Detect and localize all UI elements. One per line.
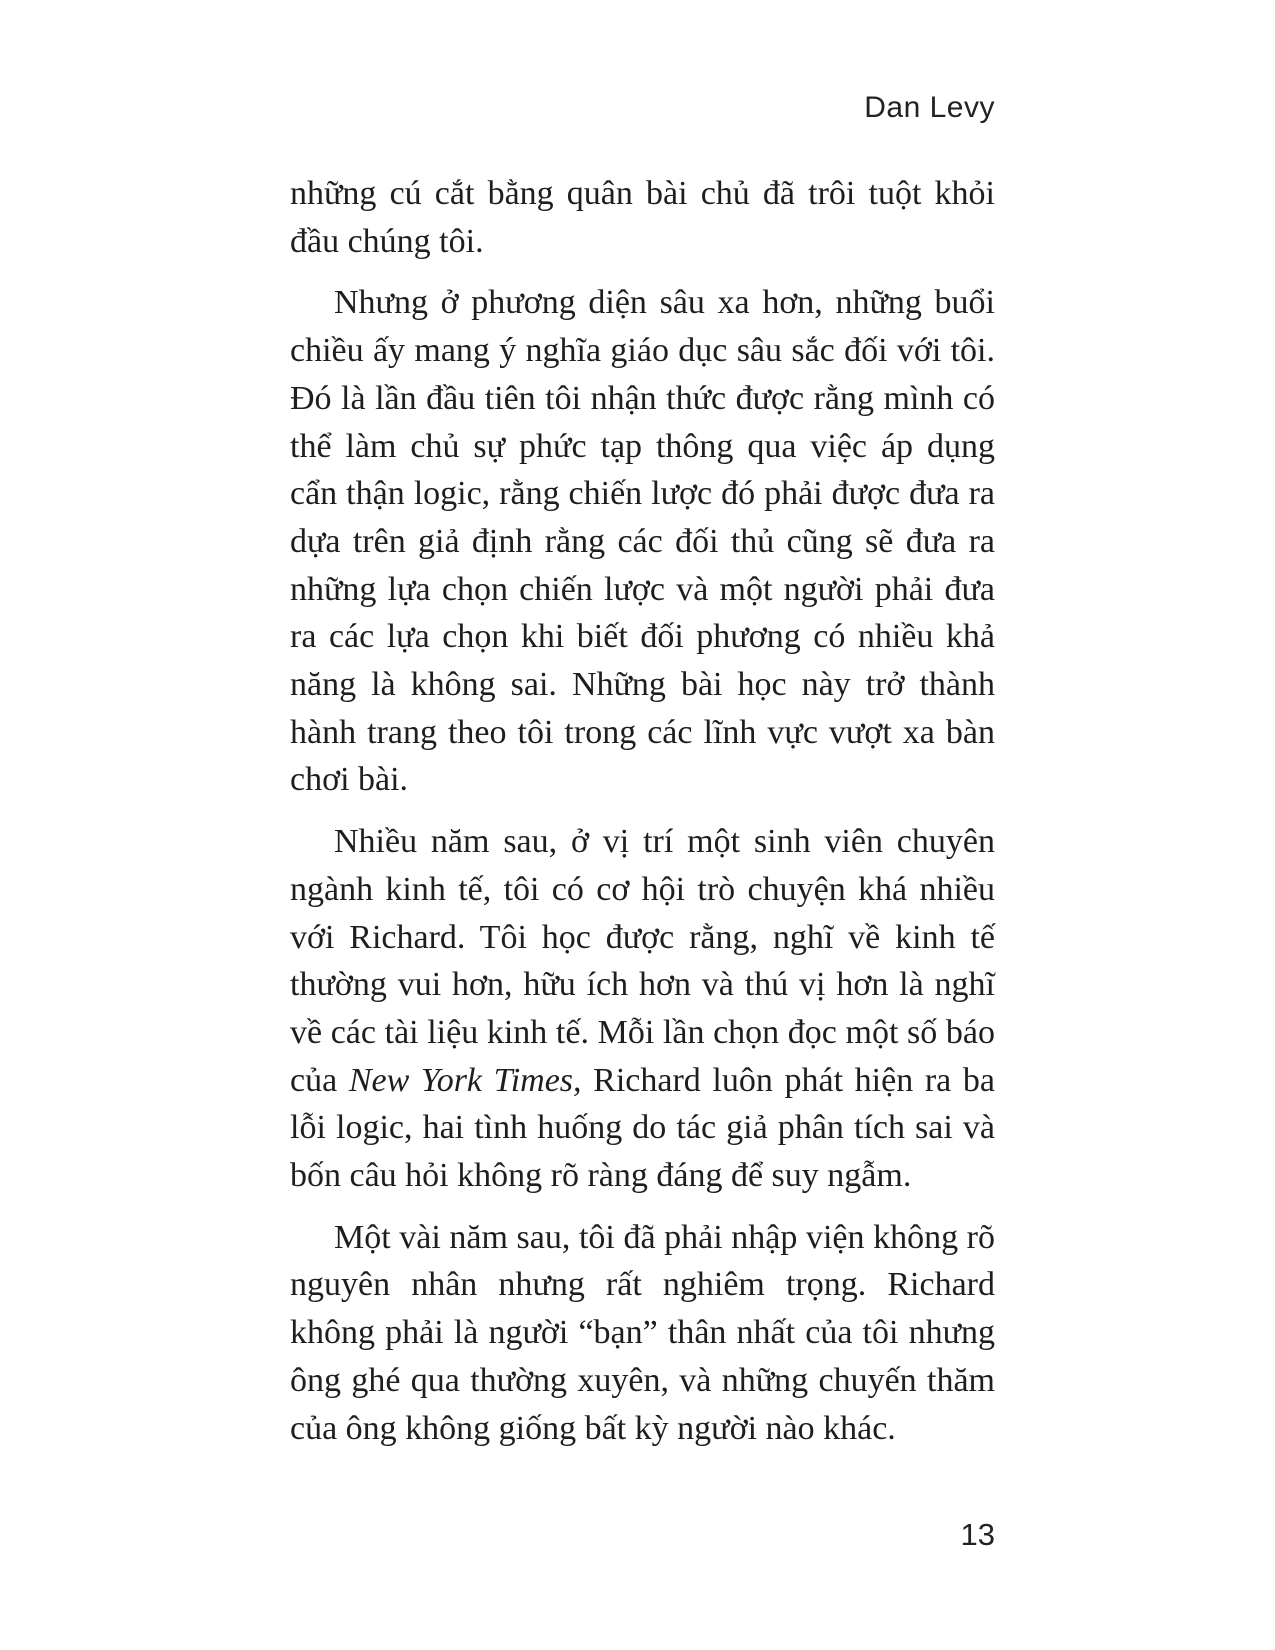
author-name: Dan Levy [864, 91, 995, 124]
book-title-italic: New York Times, [348, 1061, 582, 1099]
paragraph-continuation: những cú cắt bằng quân bài chủ đã trôi tuột khỏi đầu chúng tôi. [290, 175, 995, 260]
paragraph [290, 818, 995, 1200]
paragraph-text: Nhiều năm sau, ở vị trí một sinh viên chuyên ngành kinh tế, tôi có cơ hội trò chuyện khá nhiều với Richard. Tôi học được rằng, nghĩ về kinh tế thường vui hơn, hữu ích hơn và thú vị hơn là nghĩ về các tài liệu kinh tế. Mỗi lần chọn đọc một số báo của [290, 823, 995, 1099]
paragraph: Nhưng ở phương diện sâu xa hơn, những buổi chiều ấy mang ý nghĩa giáo dục sâu sắc đối với tôi. Đó là lần đầu tiên tôi nhận thức được rằng mình có thể làm chủ sự phức tạp thông qua việc áp dụng cẩn thận logic, rằng chiến lược đó phải được đưa ra dựa trên giả định rằng các đối thủ cũng sẽ đưa ra những lựa chọn chiến lược và một người phải đưa ra các lựa chọn khi biết đối phương có nhiều khả năng là không sai. Những bài học này trở thành hành trang theo tôi trong các lĩnh vực vượt xa bàn chơi bài. [290, 284, 995, 799]
paragraph-text: Richard luôn phát hiện ra ba lỗi logic, hai tình huống do tác giả phân tích sai và bốn câu hỏi không rõ ràng đáng để suy ngẫm. [290, 1061, 995, 1195]
page-number: 13 [960, 1517, 995, 1552]
paragraph: Một vài năm sau, tôi đã phải nhập viện không rõ nguyên nhân nhưng rất nghiêm trọng. Richard không phải là người “bạn” thân nhất của tôi nhưng ông ghé qua thường xuyên, và những chuyến thăm của ông không giống bất kỳ người nào khác. [290, 1218, 995, 1447]
running-header [290, 90, 995, 126]
page-body [290, 170, 995, 1466]
